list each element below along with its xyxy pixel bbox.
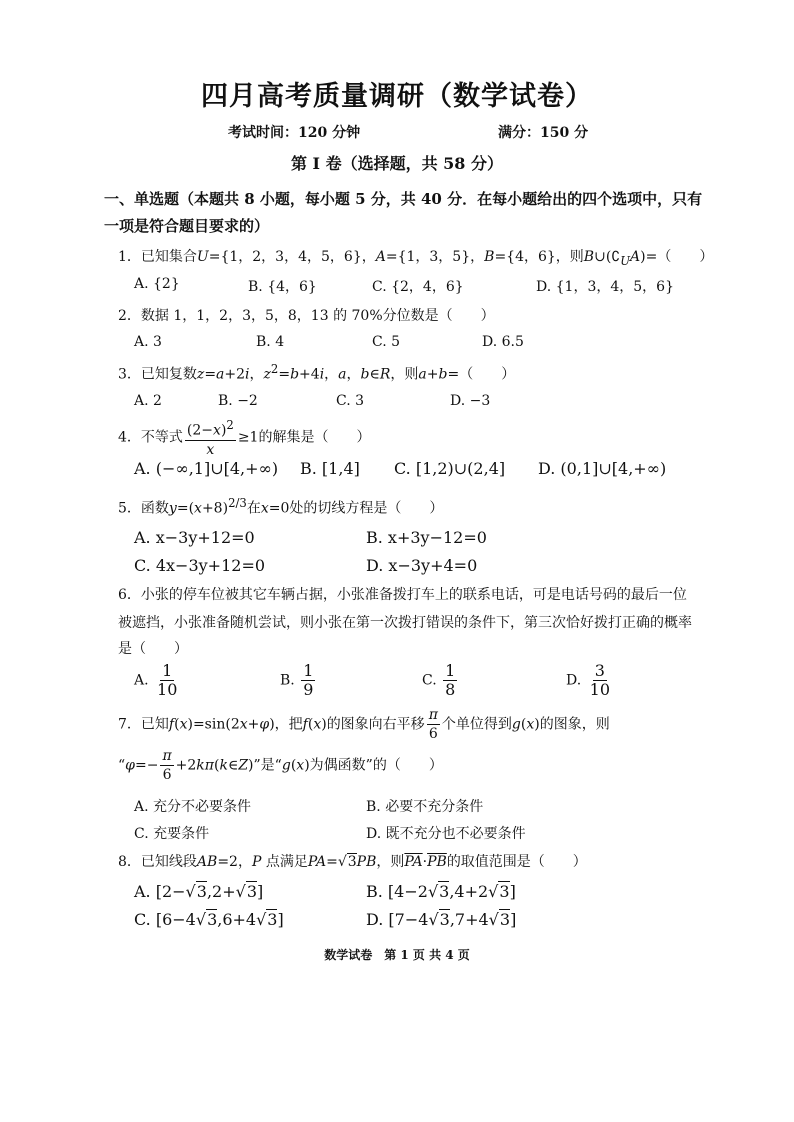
q4-option-b[interactable]: B. [1,4] bbox=[300, 459, 360, 478]
question-5-stem: 5．函数$y=(x+8)^{2/3}$在x=0处的切线方程是（ ） bbox=[118, 496, 444, 517]
q7-text-f: “ bbox=[118, 757, 126, 774]
q6-c-label: C. bbox=[422, 672, 437, 689]
q2-option-d[interactable]: D. 6.5 bbox=[482, 334, 524, 350]
full-marks: 满分：150 分 bbox=[498, 125, 589, 141]
q3-option-c[interactable]: C. 3 bbox=[336, 393, 365, 409]
q8-option-c[interactable]: C. [6−4√3,6+4√3] bbox=[134, 910, 284, 929]
q7-option-a[interactable]: A. 充分不必要条件 bbox=[134, 799, 252, 815]
q5-option-a[interactable]: A. x−3y+12=0 bbox=[134, 528, 255, 547]
q5-text-b: 在 bbox=[246, 500, 261, 517]
q1-text-c: ={1，3，5}， bbox=[385, 249, 485, 265]
q1-option-c[interactable]: C. {2，4，6} bbox=[372, 279, 464, 295]
q1-text-e: =（ ） bbox=[645, 249, 714, 265]
question-7-line1: 7．已知f(x)=sin(2x+φ)，把f(x)的图象向右平移 $\frac{\pi}{6}$ 个单位得到g(x)的图象，则 bbox=[118, 707, 610, 742]
q7-text-b: ，把 bbox=[274, 716, 303, 733]
question-4-stem: 4．不等式 $\frac{(2-x)^2}{x}$ ≥1的解集是（ ） bbox=[118, 418, 371, 458]
q8-text-c: 点满足 bbox=[265, 854, 308, 870]
q8-a-label: A. bbox=[134, 882, 151, 901]
q6-a-label: A. bbox=[134, 672, 149, 689]
q7-text-e: 的图象，则 bbox=[539, 716, 610, 733]
section-title: 第 I 卷（选择题，共 58 分） bbox=[290, 154, 504, 173]
q6-d-den: 10 bbox=[589, 680, 610, 699]
q3-option-d[interactable]: D. −3 bbox=[450, 393, 491, 409]
q4-option-a[interactable]: A. (−∞,1]∪[4,+∞) bbox=[134, 459, 279, 478]
q8-option-d[interactable]: D. [7−4√3,7+4√3] bbox=[366, 910, 517, 929]
q6-option-c[interactable] bbox=[422, 662, 459, 699]
q7-text-h: 为偶函数”的（ ） bbox=[309, 757, 443, 774]
question-3-stem: 3．已知复数z=a+2i，$z^2=b+4i$，a，b∈R，则a+b=（ ） bbox=[118, 362, 516, 383]
q7-text-a: 7．已知 bbox=[118, 716, 169, 733]
q1-text-a: 1．已知集合 bbox=[118, 249, 197, 265]
q4-fraction: $\frac{(2-x)^2}{x}$ bbox=[186, 418, 234, 458]
q3-option-a[interactable]: A. 2 bbox=[134, 393, 162, 409]
q3-text-c: =（ ） bbox=[447, 366, 516, 383]
q6-option-a[interactable] bbox=[134, 662, 181, 699]
q7-text-g: ”是“ bbox=[253, 757, 282, 774]
q6-a-den: 10 bbox=[157, 680, 178, 699]
q2-option-a[interactable]: A. 3 bbox=[134, 334, 162, 350]
q5-option-b[interactable]: B. x+3y−12=0 bbox=[366, 528, 487, 547]
q3-option-b[interactable]: B. −2 bbox=[218, 393, 258, 409]
q4-text-a: 4．不等式 bbox=[118, 429, 183, 446]
q4-text-b: 的解集是（ ） bbox=[258, 429, 371, 446]
page-title: 四月高考质量调研（数学试卷） bbox=[201, 81, 593, 112]
q3-text-a: 3．已知复数 bbox=[118, 366, 197, 383]
q6-c-num: 1 bbox=[445, 661, 456, 680]
q7-option-b[interactable]: B. 必要不充分条件 bbox=[366, 799, 484, 815]
q6-d-label: D. bbox=[566, 672, 582, 689]
q8-d-label: D. bbox=[366, 910, 384, 929]
instructions: 一、单选题（本题共 8 小题，每小题 5 分，共 40 分．在每小题给出的四个选项中，只有一项是符合题目要求的） bbox=[104, 190, 703, 235]
q8-option-a[interactable]: A. [2−√3,2+√3] bbox=[134, 882, 264, 901]
q2-option-c[interactable]: C. 5 bbox=[372, 334, 401, 350]
question-8-stem: 8．已知线段AB=2，P 点满足PA=√3PB，则$\overline{PA}\cdot\overline{PB}$的取值范围是（ ） bbox=[118, 854, 587, 870]
question-6-line3: 是（ ） bbox=[118, 641, 188, 657]
q6-d-num: 3 bbox=[594, 661, 605, 680]
q5-option-d[interactable]: D. x−3y+4=0 bbox=[366, 556, 478, 575]
q5-text-a: 5．函数 bbox=[118, 500, 169, 517]
q1-option-a[interactable]: A. {2} bbox=[134, 276, 180, 292]
question-6-line2: 被遮挡，小张准备随机尝试，则小张在第一次拨打错误的条件下，第三次恰好拨打正确的概率 bbox=[118, 615, 692, 631]
exam-time: 考试时间：120 分钟 bbox=[228, 125, 361, 141]
q7-text-d: 个单位得到 bbox=[441, 716, 512, 733]
q5-text-c: 处的切线方程是（ ） bbox=[289, 500, 444, 517]
q6-b-num: 1 bbox=[303, 661, 314, 680]
question-7-line2: “φ=− $\frac{\pi}{6}$ +2kπ(k∈Z)”是“g(x)为偶函数”的（ ） bbox=[118, 748, 443, 783]
q8-text-d: ，则 bbox=[376, 854, 405, 870]
q3-text-b: ，则 bbox=[390, 366, 419, 383]
q8-text-a: 8．已知线段 bbox=[118, 854, 197, 870]
q6-b-den: 9 bbox=[303, 680, 314, 699]
q4-option-d[interactable]: D. (0,1]∪[4,+∞) bbox=[538, 459, 667, 478]
q8-text-e: 的取值范围是（ ） bbox=[446, 854, 587, 870]
page-footer: 数学试卷 第 1 页 共 4 页 bbox=[324, 948, 470, 962]
q6-c-den: 8 bbox=[445, 680, 456, 699]
q7-option-c[interactable]: C. 充要条件 bbox=[134, 826, 210, 842]
q5-option-c[interactable]: C. 4x−3y+12=0 bbox=[134, 556, 266, 575]
q4-option-c[interactable]: C. [1,2)∪(2,4] bbox=[394, 459, 506, 478]
question-2-stem: 2．数据 1，1，2，3，5，8，13 的 70%分位数是（ ） bbox=[118, 308, 495, 324]
q8-option-b[interactable]: B. [4−2√3,4+2√3] bbox=[366, 882, 516, 901]
q1-option-b[interactable]: B. {4，6} bbox=[248, 279, 317, 295]
q6-option-b[interactable] bbox=[280, 662, 317, 699]
question-6-line1: 6．小张的停车位被其它车辆占据，小张准备拨打车上的联系电话，可是电话号码的最后一位 bbox=[118, 587, 687, 603]
q6-a-num: 1 bbox=[162, 661, 173, 680]
question-1-stem: 1．已知集合U={1，2，3，4，5，6}，A={1，3，5}，B={4，6}，则$B\cup(∁_UA)=$（ ） bbox=[118, 249, 714, 268]
q6-b-label: B. bbox=[280, 672, 295, 689]
q8-b-label: B. bbox=[366, 882, 383, 901]
q1-text-b: ={1，2，3，4，5，6}， bbox=[208, 249, 376, 265]
q7-option-d[interactable]: D. 既不充分也不必要条件 bbox=[366, 826, 526, 842]
q2-option-b[interactable]: B. 4 bbox=[256, 334, 285, 350]
q1-option-d[interactable]: D. {1，3，4，5，6} bbox=[536, 279, 674, 295]
q6-option-d[interactable] bbox=[566, 662, 614, 699]
q7-text-c: 的图象向右平移 bbox=[326, 716, 425, 733]
q1-text-d: ={4，6}，则 bbox=[494, 249, 584, 265]
q8-text-b: ， bbox=[237, 854, 252, 870]
q8-c-label: C. bbox=[134, 910, 151, 929]
